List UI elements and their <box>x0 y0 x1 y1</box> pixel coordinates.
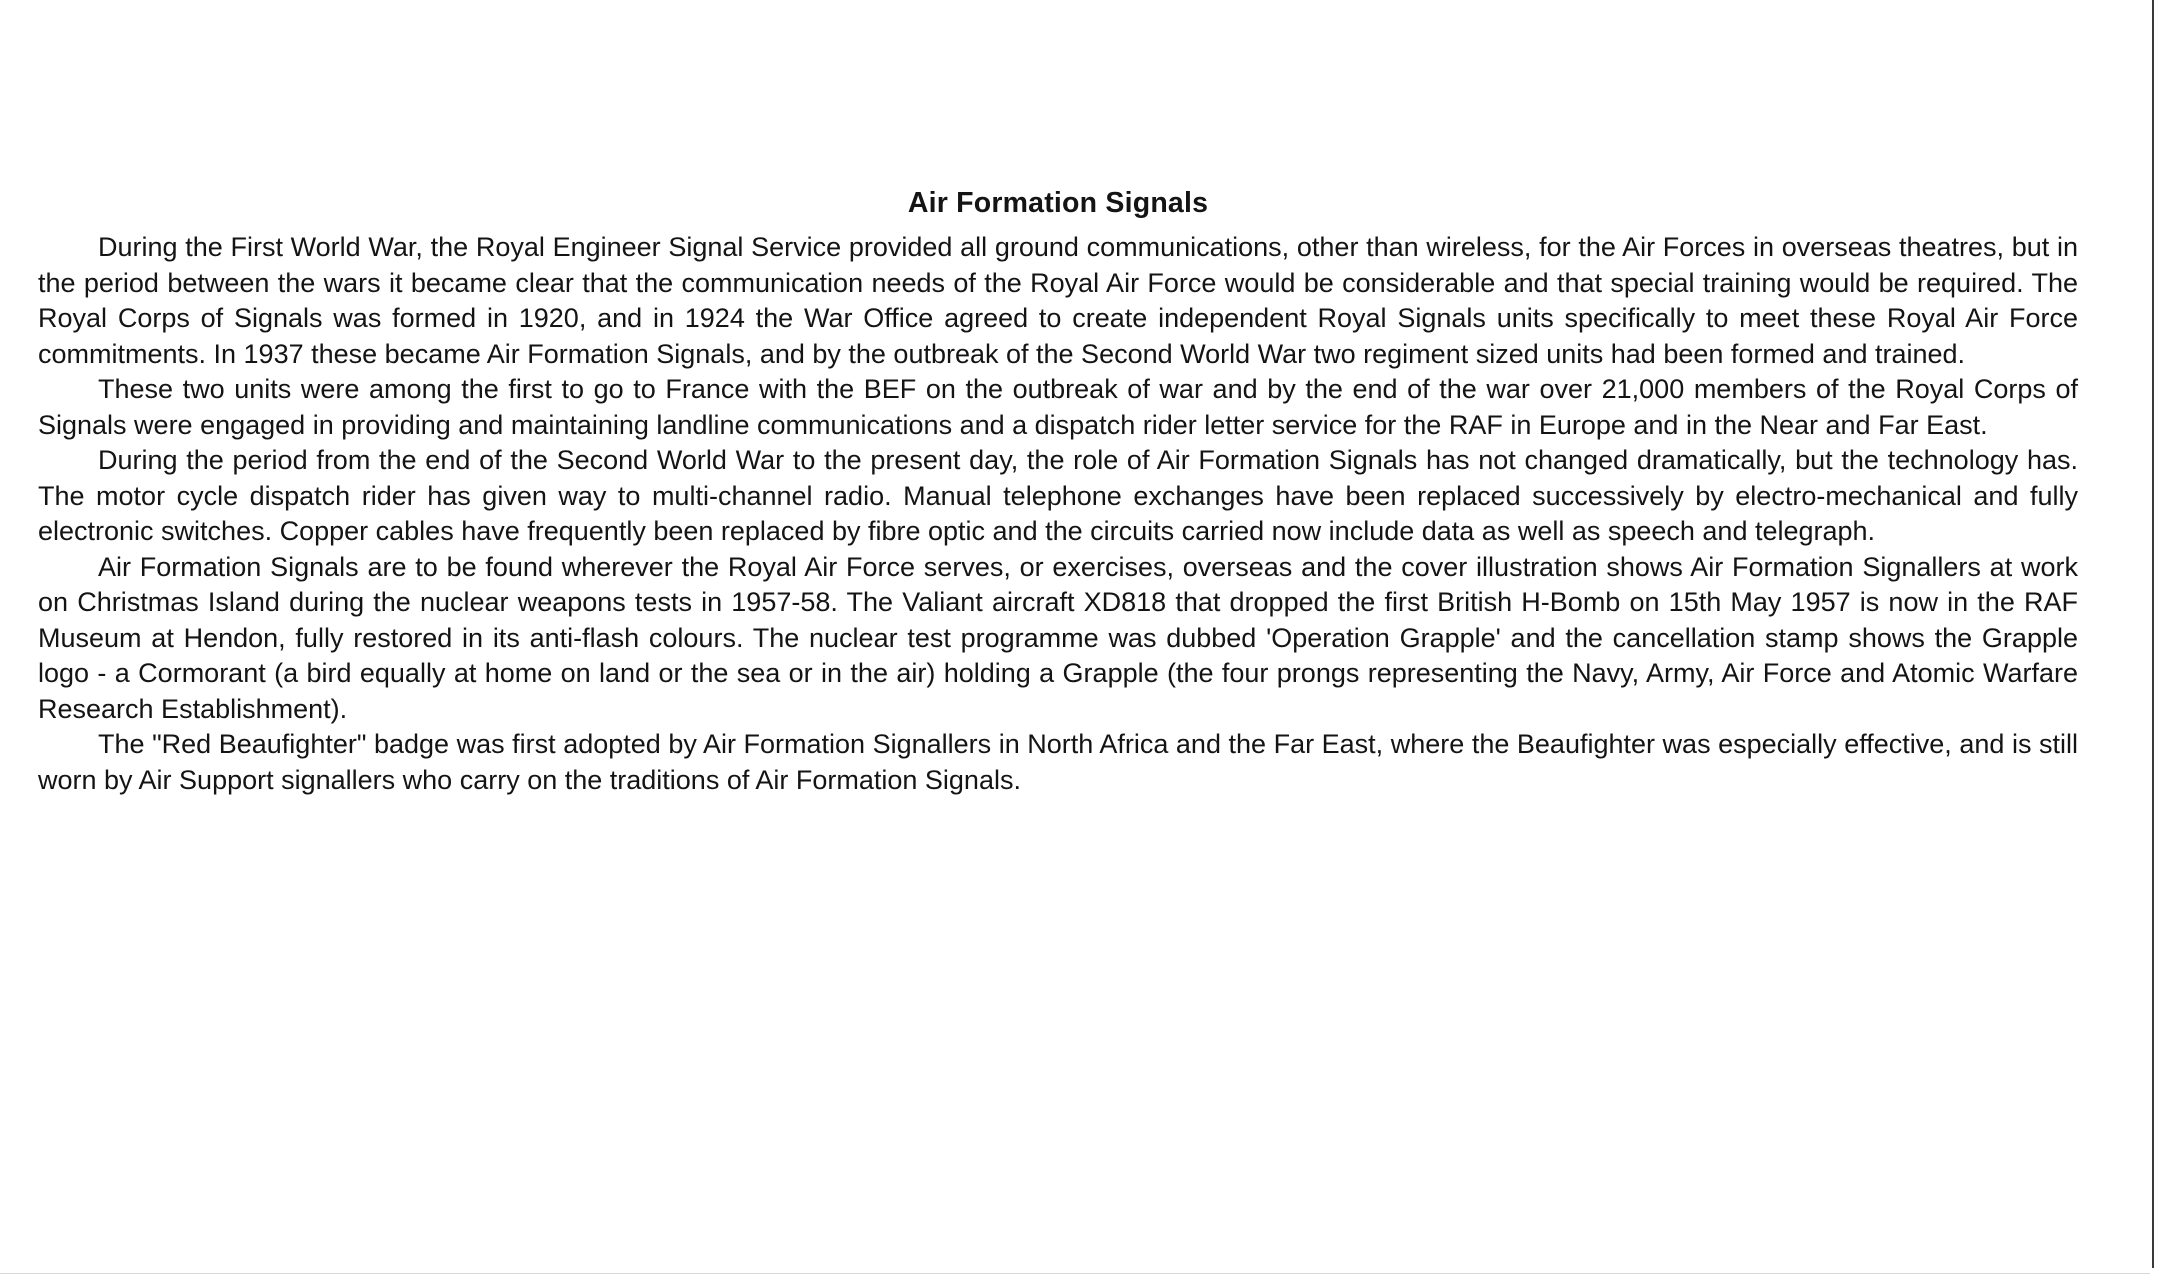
document-title: Air Formation Signals <box>907 187 1209 219</box>
page-edge-bottom <box>0 1273 2150 1274</box>
paragraph-5: The "Red Beaufighter" badge was first adopted by Air Formation Signallers in North Africa and the Far East, where the Beaufighter was especially effective, and is still worn by Air Support signallers who carry on the traditions of Air Formation Signals. <box>38 729 2078 795</box>
paragraph-3: During the period from the end of the Second World War to the present day, the role of Air Formation Signals has not changed dramatically, but the technology has. The motor cycle dispatch rider has given way to multi-channel radio. Manual telephone exchanges have been replaced successively by electro-mechanical and fully electronic switches. Copper cables have frequently been replaced by fibre optic and the circuits carried now include data as well as speech and telegraph. <box>38 445 2078 546</box>
page-edge-right <box>2152 0 2154 1268</box>
paragraph-2: These two units were among the first to go to France with the BEF on the outbreak of war and by the end of the war over 21,000 members of the Royal Corps of Signals were engaged in providing and maintaining landline communications and a dispatch rider letter service for the RAF in Europe and in the Near and Far East. <box>38 374 2078 440</box>
document-body <box>38 182 2078 798</box>
paragraph-1: During the First World War, the Royal Engineer Signal Service provided all ground communications, other than wireless, for the Air Forces in overseas theatres, but in the period between the wars it became clear that the communication needs of the Royal Air Force would be considerable and that special training would be required. The Royal Corps of Signals was formed in 1920, and in 1924 the War Office agreed to create independent Royal Signals units specifically to meet these Royal Air Force commitments. In 1937 these became Air Formation Signals, and by the outbreak of the Second World War two regiment sized units had been formed and trained. <box>38 232 2078 369</box>
paragraph-4: Air Formation Signals are to be found wherever the Royal Air Force serves, or exercises, overseas and the cover illustration shows Air Formation Signallers at work on Christmas Island during the nuclear weapons tests in 1957-58. The Valiant aircraft XD818 that dropped the first British H-Bomb on 15th May 1957 is now in the RAF Museum at Hendon, fully restored in its anti-flash colours. The nuclear test programme was dubbed 'Operation Grapple' and the cancellation stamp shows the Grapple logo - a Cormorant (a bird equally at home on land or the sea or in the air) holding a Grapple (the four prongs representing the Navy, Army, Air Force and Atomic Warfare Research Establishment). <box>38 551 2078 724</box>
